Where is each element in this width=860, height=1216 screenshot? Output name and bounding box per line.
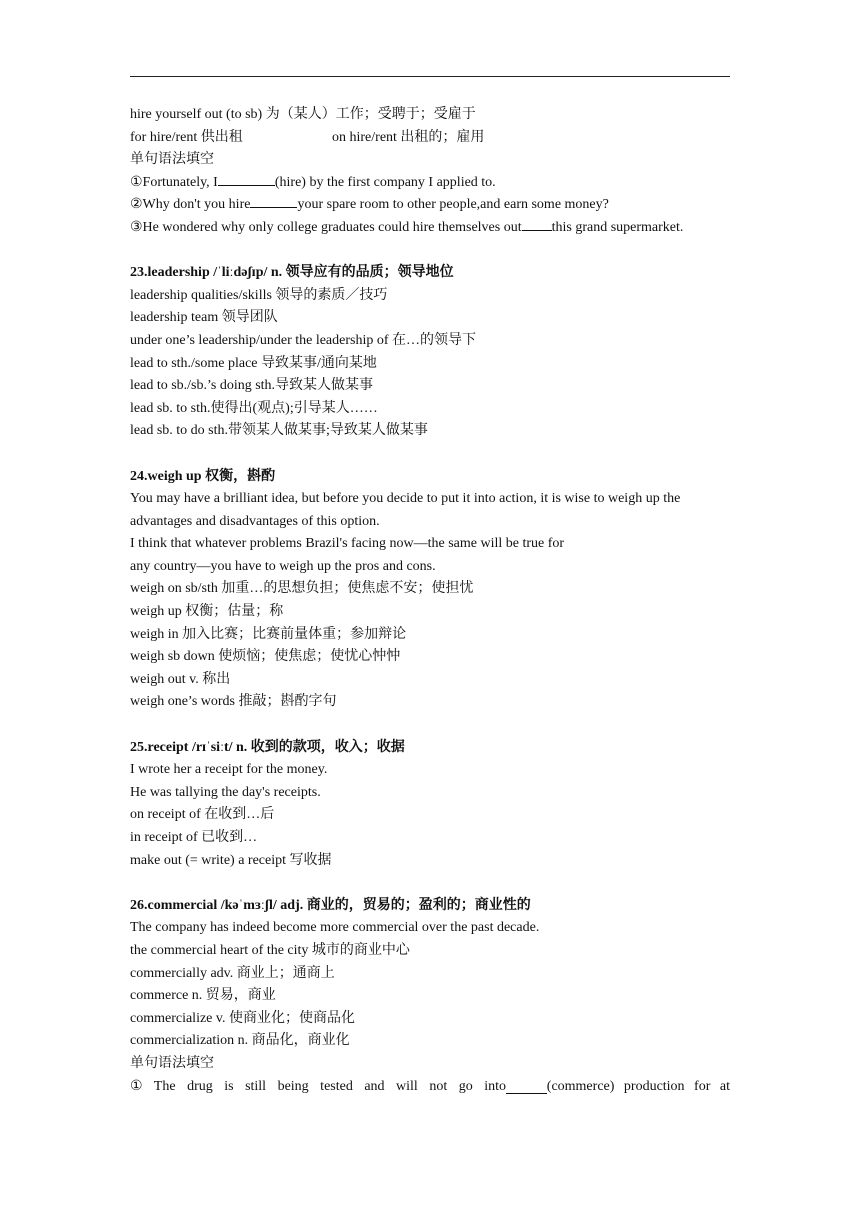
document-body bbox=[130, 104, 730, 1098]
text-line: lead to sth./some place 导致某事/通向某地 bbox=[130, 355, 377, 371]
exercise-text: (hire) by the first company I applied to. bbox=[274, 174, 496, 190]
fill-blank bbox=[250, 195, 297, 208]
text-line: hire yourself out (to sb) 为（某人）工作；受聘于；受雇于 bbox=[130, 107, 476, 122]
header-rule bbox=[130, 76, 730, 77]
text-line: on receipt of 在收到…后 bbox=[130, 807, 275, 823]
text-line: The company has indeed become more commercial over the past decade. bbox=[130, 920, 540, 936]
exercise-text-wrap bbox=[130, 1076, 506, 1099]
text-line: weigh on sb/sth 加重…的思想负担；使焦虑不安；使担忧 bbox=[130, 581, 474, 597]
exercise-heading: 单句语法填空 bbox=[130, 1055, 214, 1071]
exercise-heading: 单句语法填空 bbox=[130, 152, 214, 168]
example-paragraph: You may have a brilliant idea, but before you decide to put it into action, it is wise to weigh up the advantages and disadvantages of this option. bbox=[130, 491, 681, 529]
entry-heading: 23.leadership /ˈliːdəʃɪp/ n. 领导应有的品质；领导地位 bbox=[130, 265, 454, 281]
exercise-text: ①Fortunately, I bbox=[130, 174, 218, 190]
entry-heading: 25.receipt /rɪˈsiːt/ n. 收到的款项，收入；收据 bbox=[130, 739, 405, 755]
exercise-text: ① The drug is still being tested and will not go into bbox=[130, 1078, 506, 1094]
text-line: any country—you have to weigh up the pros and cons. bbox=[130, 558, 436, 574]
text-line: commerce n. 贸易，商业 bbox=[130, 988, 276, 1004]
phrase: for hire/rent 供出租 bbox=[130, 129, 243, 145]
exercise-text: (commerce) production for at bbox=[546, 1078, 730, 1094]
text-line: under one’s leadership/under the leadership of 在…的领导下 bbox=[130, 332, 477, 348]
text-line: weigh in 加入比赛；比赛前量体重；参加辩论 bbox=[130, 626, 407, 642]
text-line: leadership qualities/skills 领导的素质／技巧 bbox=[130, 287, 388, 303]
text-line: make out (= write) a receipt 写收据 bbox=[130, 852, 332, 868]
text-line: lead sb. to sth.使得出(观点);引导某人…… bbox=[130, 400, 378, 416]
phrase: on hire/rent 出租的；雇用 bbox=[332, 129, 485, 145]
text-line: weigh out v. 称出 bbox=[130, 671, 231, 687]
text-line: weigh up 权衡；估量；称 bbox=[130, 604, 284, 620]
text-line: lead to sb./sb.’s doing sth.导致某人做某事 bbox=[130, 378, 374, 394]
text-line bbox=[130, 127, 730, 150]
exercise-item bbox=[130, 217, 730, 240]
text-line: I wrote her a receipt for the money. bbox=[130, 762, 328, 778]
entry-heading: 24.weigh up 权衡，斟酌 bbox=[130, 468, 276, 484]
exercise-item bbox=[130, 172, 730, 195]
text-line: lead sb. to do sth.带领某人做某事;导致某人做某事 bbox=[130, 423, 428, 439]
text-line: I think that whatever problems Brazil's facing now—the same will be true for bbox=[130, 536, 565, 552]
text-line: weigh sb down 使烦恼；使焦虑；使忧心忡忡 bbox=[130, 649, 401, 665]
text-line: commercialize v. 使商业化；使商品化 bbox=[130, 1010, 355, 1026]
exercise-text: this grand supermarket. bbox=[551, 219, 684, 235]
entry-heading: 26.commercial /kəˈmɜːʃl/ adj. 商业的，贸易的；盈利的；商业性的 bbox=[130, 897, 531, 913]
text-line: commercially adv. 商业上；通商上 bbox=[130, 965, 335, 981]
exercise-item bbox=[130, 1076, 730, 1099]
fill-blank bbox=[218, 173, 275, 186]
fill-blank bbox=[506, 1081, 547, 1094]
fill-blank bbox=[522, 218, 552, 231]
text-line: He was tallying the day's receipts. bbox=[130, 784, 321, 800]
exercise-item bbox=[130, 194, 730, 217]
text-line: commercialization n. 商品化，商业化 bbox=[130, 1033, 350, 1049]
exercise-text: ②Why don't you hire bbox=[130, 197, 251, 213]
exercise-text: your spare room to other people,and earn some money? bbox=[297, 197, 609, 213]
text-line: the commercial heart of the city 城市的商业中心 bbox=[130, 942, 410, 958]
text-line: leadership team 领导团队 bbox=[130, 310, 278, 326]
exercise-text: ③He wondered why only college graduates could hire themselves out bbox=[130, 219, 522, 235]
text-line: in receipt of 已收到… bbox=[130, 830, 258, 845]
text-line: weigh one’s words 推敲；斟酌字句 bbox=[130, 694, 337, 710]
